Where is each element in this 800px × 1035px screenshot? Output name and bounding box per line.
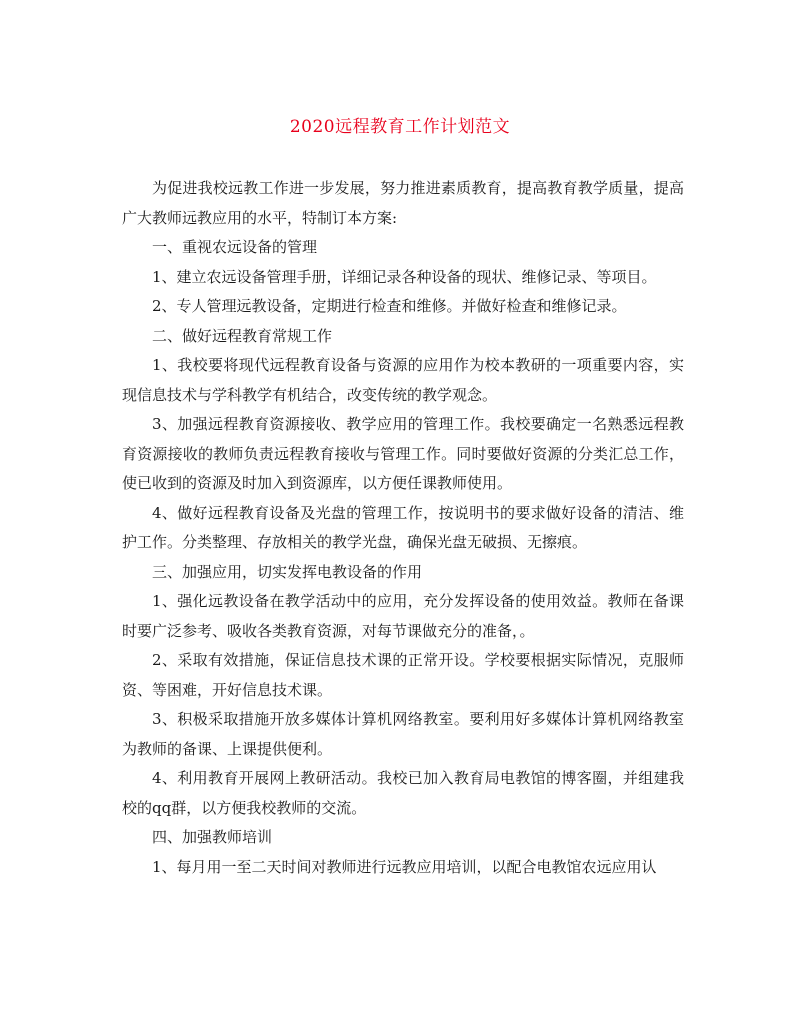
paragraph: 2、专人管理远教设备，定期进行检查和维修。并做好检查和维修记录。: [152, 297, 627, 315]
paragraph: 1、建立农远设备管理手册，详细记录各种设备的现状、维修记录、等项目。: [152, 267, 657, 286]
paragraph: 1、强化远教设备在教学活动中的应用，充分发挥设备的使用效益。教师在备课时要广泛参考、吸收各类教育资源，对每节课做充分的准备，。: [122, 592, 684, 640]
section-heading-2: 二、做好远程教育常规工作: [152, 326, 333, 345]
section-heading-3: 三、加强应用，切实发挥电教设备的作用: [152, 562, 423, 581]
paragraph: 4、做好远程教育设备及光盘的管理工作，按说明书的要求做好设备的清洁、维护工作。分类整理、存放相关的教学光盘，确保光盘无破损、无擦痕。: [122, 503, 684, 551]
paragraph: 1、我校要将现代远程教育设备与资源的应用作为校本教研的一项重要内容，实现信息技术与学科教学有机结合，改变传统的教学观念。: [122, 356, 684, 404]
section-heading-4: 四、加强教师培训: [152, 828, 273, 846]
paragraph: 3、积极采取措施开放多媒体计算机网络教室。要利用好多媒体计算机网络教室为教师的备课、上课提供便利。: [122, 710, 684, 758]
section-heading-1: 一、重视农远设备的管理: [152, 238, 318, 256]
paragraph: 3、加强远程教育资源接收、教学应用的管理工作。我校要确定一名熟悉远程教育资源接收的教师负责远程教育接收与管理工作。同时要做好资源的分类汇总工作，使已收到的资源及时加入到资源库，以方便任课教师使用。: [122, 415, 684, 492]
paragraph: 4、利用教育开展网上教研活动。我校已加入教育局电教馆的博客圈，并组建我校的qq群，以方便我校教师的交流。: [122, 769, 684, 817]
document-title: 2020远程教育工作计划范文: [289, 117, 511, 137]
paragraph: 1、每月用一至二天时间对教师进行远教应用培训，以配合电教馆农远应用认: [152, 857, 657, 876]
paragraph: 2、采取有效措施，保证信息技术课的正常开设。学校要根据实际情况，克服师资、等困难，开好信息技术课。: [122, 651, 684, 699]
intro-paragraph: 为促进我校远教工作进一步发展，努力推进素质教育，提高教育教学质量，提高广大教师远教应用的水平，特制订本方案:: [122, 179, 684, 227]
document-body: [122, 174, 684, 882]
